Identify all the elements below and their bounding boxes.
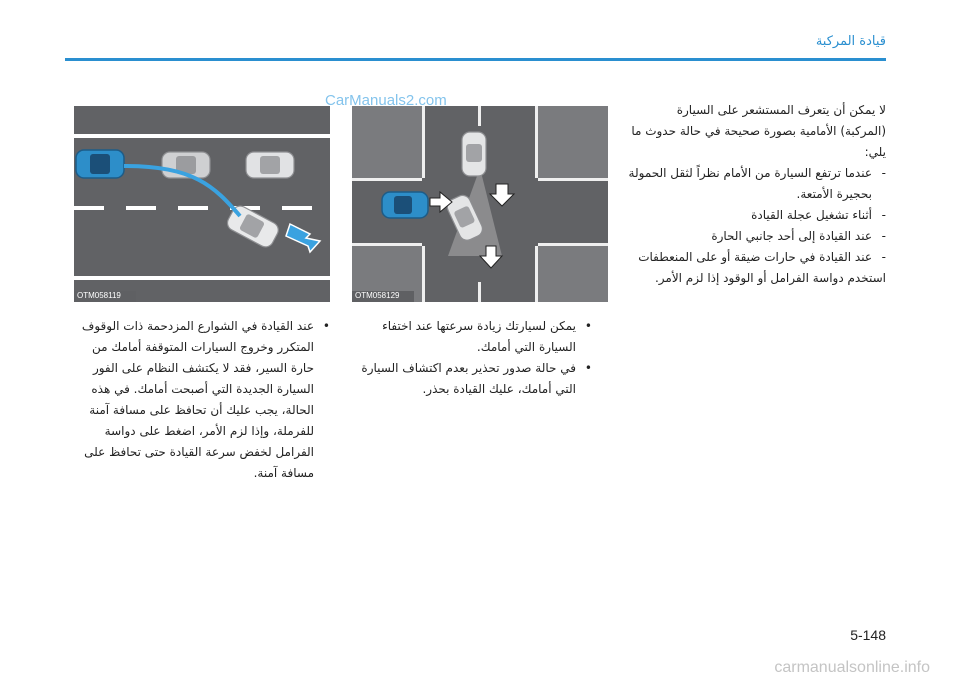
traffic-notes — [74, 316, 330, 484]
intro-paragraph: لا يمكن أن يتعرف المستشعر على السيارة (المركبة) الأمامية بصورة صحيحة في حالة حدوث ما يلي: — [631, 103, 886, 159]
intersection-diagram — [352, 106, 608, 302]
figure-code: OTM058119 — [77, 291, 121, 300]
dash-item: - عند القيادة في حارات ضيقة أو على المنعطفات — [628, 247, 886, 268]
dash-item: - أثناء تشغيل عجلة القيادة — [628, 205, 886, 226]
lane-change-diagram — [74, 106, 330, 302]
intersection-notes — [352, 316, 592, 400]
bullet-item: • يمكن لسيارتك زيادة سرعتها عند اختفاء السيارة التي أمامك. — [352, 316, 592, 358]
dash-item: - عندما ترتفع السيارة من الأمام نظراً لثقل الحمولة بحجيرة الأمتعة. — [628, 163, 886, 205]
closing-paragraph: استخدم دواسة الفرامل أو الوقود إذا لزم الأمر. — [654, 271, 886, 285]
watermark-carmanuals2: CarManuals2.com — [325, 92, 447, 109]
dash-item: - عند القيادة إلى أحد جانبي الحارة — [628, 226, 886, 247]
section-title: قيادة المركبة — [815, 34, 886, 49]
sensor-limitations-section — [628, 100, 886, 289]
page-number: 5-148 — [850, 627, 886, 643]
intersection-illustration — [352, 106, 608, 302]
car-ahead-icon — [246, 152, 294, 178]
car-ahead-icon — [462, 132, 486, 176]
blue-car-icon — [76, 150, 124, 178]
blue-car-icon — [382, 192, 428, 218]
bullet-item: • في حالة صدور تحذير بعدم اكتشاف السيارة التي أمامك، عليك القيادة بحذر. — [352, 358, 592, 400]
lane-change-illustration — [74, 106, 330, 302]
header-divider — [65, 58, 886, 61]
watermark-carmanualsonline: carmanualsonline.info — [774, 659, 930, 676]
bullet-item: • عند القيادة في الشوارع المزدحمة ذات الوقوف المتكرر وخروج السيارات المتوقفة أمامك من حارة السير، فقد لا يكتشف النظام على الفور السيارة الجديدة التي أصبحت أمامك. في هذه الحالة، يجب عليك أن تحافظ على مسافة آمنة للفرملة، وإذا لزم الأمر، اضغط على دواسة الفرامل لخفض سرعة القيادة حتى تحافظ على مسافة آمنة. — [74, 316, 330, 484]
figure-code: OTM058129 — [355, 291, 400, 300]
